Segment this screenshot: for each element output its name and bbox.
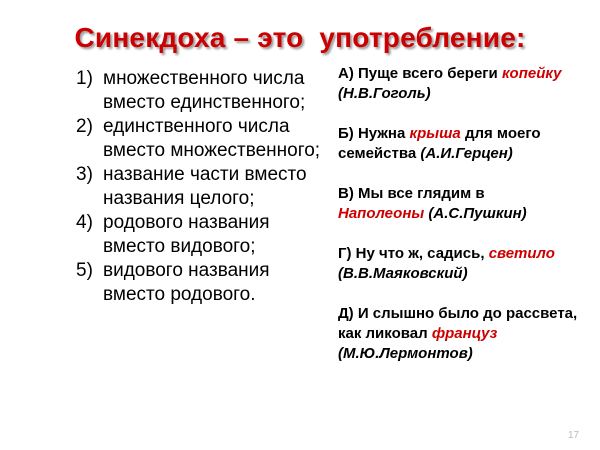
example-d [338,304,593,364]
usage-number: 3) [76,164,93,185]
page-number: 17 [568,430,580,441]
usage-number: 1) [76,68,93,89]
examples-column [338,64,593,384]
slide-title: Синекдоха – это употребление: [74,22,526,53]
usage-text: видового названия вместо родового. [103,260,270,305]
usage-list [76,67,326,307]
highlighted-word: светило [488,245,555,262]
example-text: А) Пуще всего береги [338,65,502,82]
example-author: (М.Ю.Лермонтов) [338,345,473,362]
usage-item [76,259,326,307]
example-text-after: для моего семейства [338,125,541,162]
usage-text: название части вместо названия целого; [103,164,307,209]
example-g [338,244,593,284]
highlighted-word: крыша [409,125,461,142]
example-text: Д) И слышно было до рассвета, как ликовал [338,305,578,342]
usage-item [76,67,326,115]
usage-text: родового названия вместо видового; [103,212,270,257]
example-author: (В.В.Маяковский) [338,265,468,282]
usage-number: 2) [76,116,93,137]
example-text: Г) Ну что ж, садись, [338,245,489,262]
example-text: В) Мы все глядим в [338,185,485,202]
example-b [338,124,593,164]
usage-text: единственного числа вместо множественного; [103,116,321,161]
example-text: Б) Нужна [338,125,410,142]
example-author: (А.С.Пушкин) [428,205,527,222]
example-a [338,64,593,104]
usage-item [76,211,326,259]
usage-number: 4) [76,212,93,233]
usage-text: множественного числа вместо единственного; [103,68,306,113]
example-v [338,184,593,224]
usage-number: 5) [76,260,93,281]
highlighted-word: Наполеоны [338,205,425,222]
example-author: (Н.В.Гоголь) [338,85,431,102]
usage-item [76,163,326,211]
highlighted-word: копейку [501,65,562,82]
highlighted-word: француз [431,325,498,342]
example-author: (А.И.Герцен) [420,145,513,162]
usage-item [76,115,326,163]
